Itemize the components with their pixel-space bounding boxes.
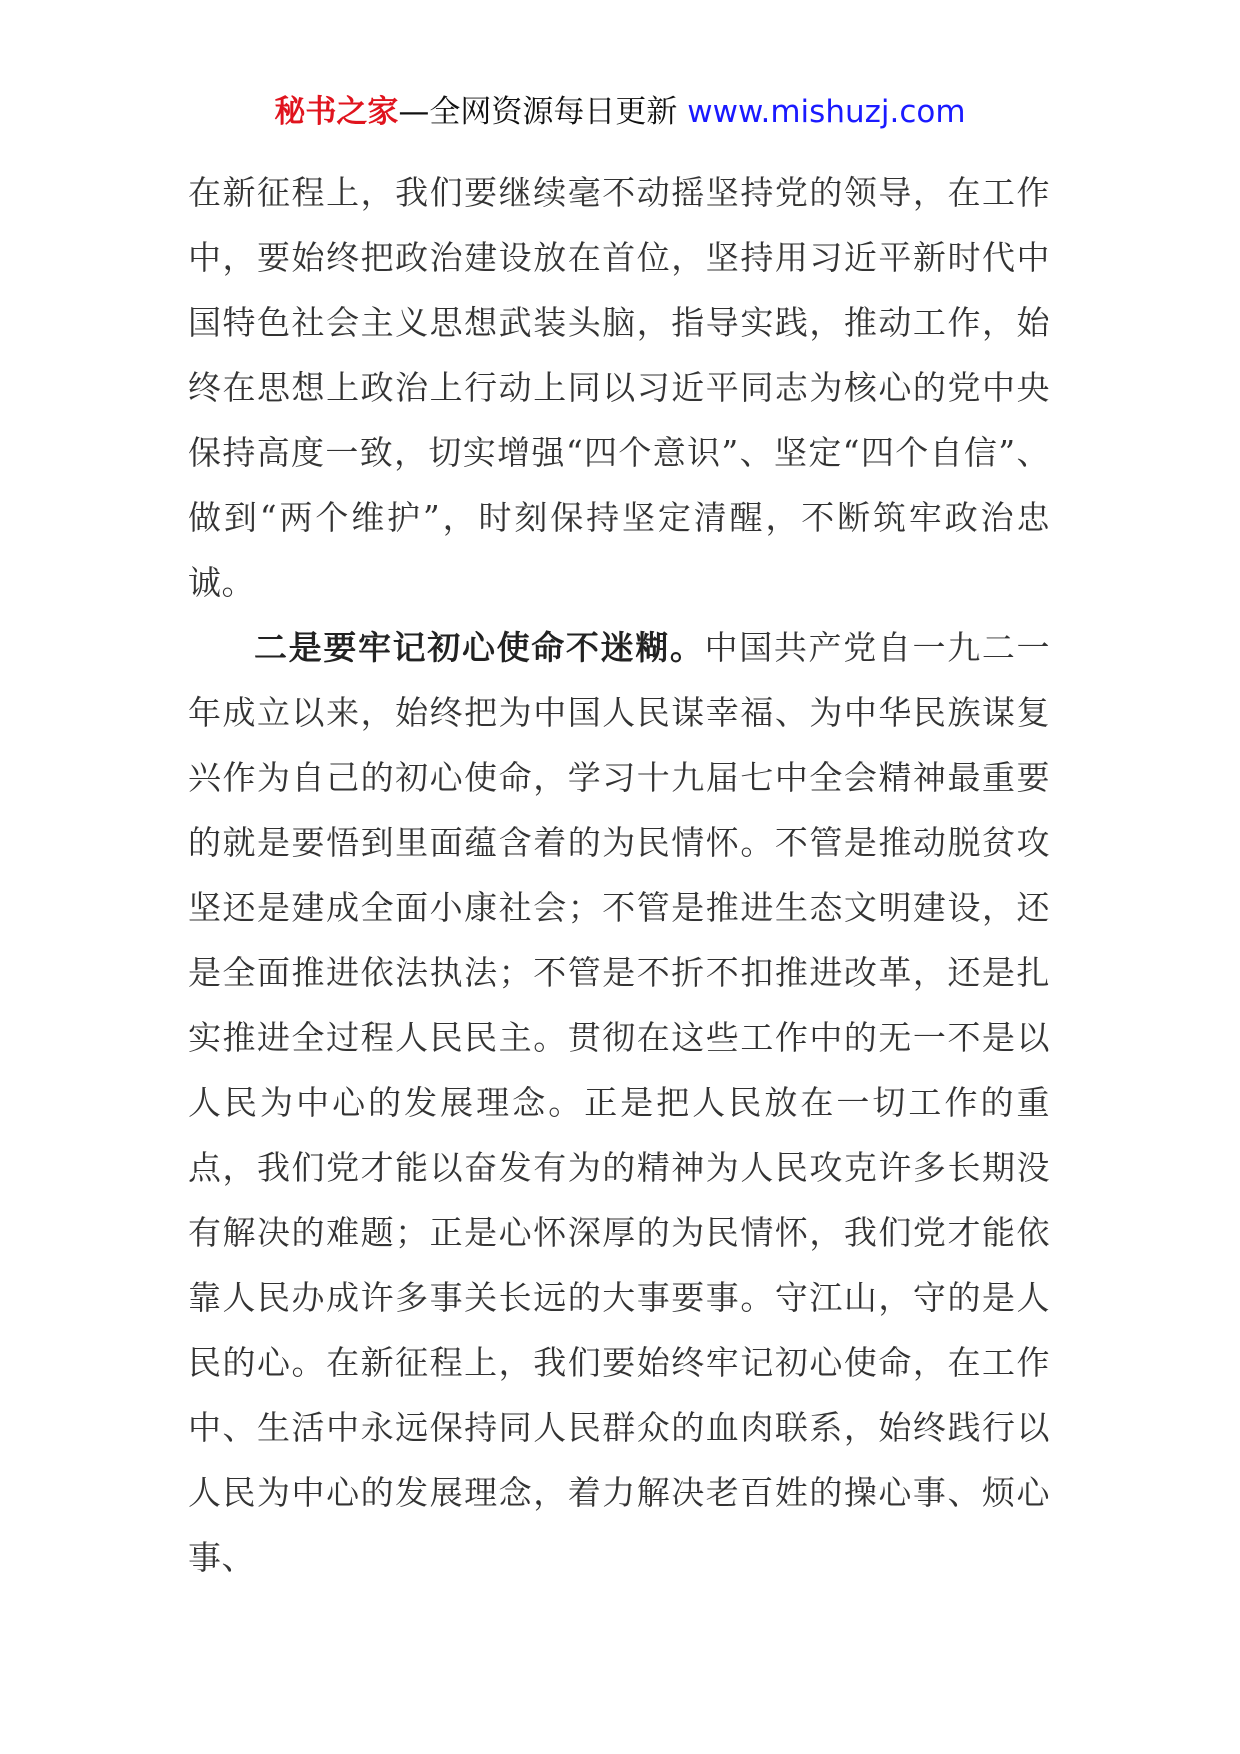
page-header (0, 92, 1240, 132)
paragraph-text: 在新征程上，我们要继续毫不动摇坚持党的领导，在工作中，要始终把政治建设放在首位，坚持用习近平新时代中国特色社会主义思想武装头脑，指导实践，推动工作，始终在思想上政治上行动上同以习近平同志为核心的党中央保持高度一致，切实增强“四个意识”、坚定“四个自信”、做到“两个维护”，时刻保持坚定清醒，不断筑牢政治忠诚。 (188, 173, 1050, 602)
brand-name: 秘书之家 (274, 94, 399, 130)
paragraph-text: 中国共产党自一九二一年成立以来，始终把为中国人民谋幸福、为中华民族谋复兴作为自己的初心使命，学习十九届七中全会精神最重要的就是要悟到里面蕴含着的为民情怀。不管是推动脱贫攻坚还是建成全面小康社会；不管是推进生态文明建设，还是全面推进依法执法；不管是不折不扣推进改革，还是扎实推进全过程人民民主。贯彻在这些工作中的无一不是以人民为中心的发展理念。正是把人民放在一切工作的重点，我们党才能以奋发有为的精神为人民攻克许多长期没有解决的难题；正是心怀深厚的为民情怀，我们党才能依靠人民办成许多事关长远的大事要事。守江山，守的是人民的心。在新征程上，我们要始终牢记初心使命，在工作中、生活中永远保持同人民群众的血肉联系，始终践行以人民为中心的发展理念，着力解决老百姓的操心事、烦心事、 (188, 628, 1051, 1577)
paragraph-second-point (188, 615, 1050, 1590)
paragraph-lead-heading: 二是要牢记初心使命不迷糊。 (254, 628, 705, 667)
header-tagline: —全网资源每日更新 (398, 94, 688, 130)
paragraph-continued (188, 160, 1050, 615)
document-body (188, 160, 1050, 1590)
website-link[interactable]: www.mishuzj.com (687, 94, 966, 130)
